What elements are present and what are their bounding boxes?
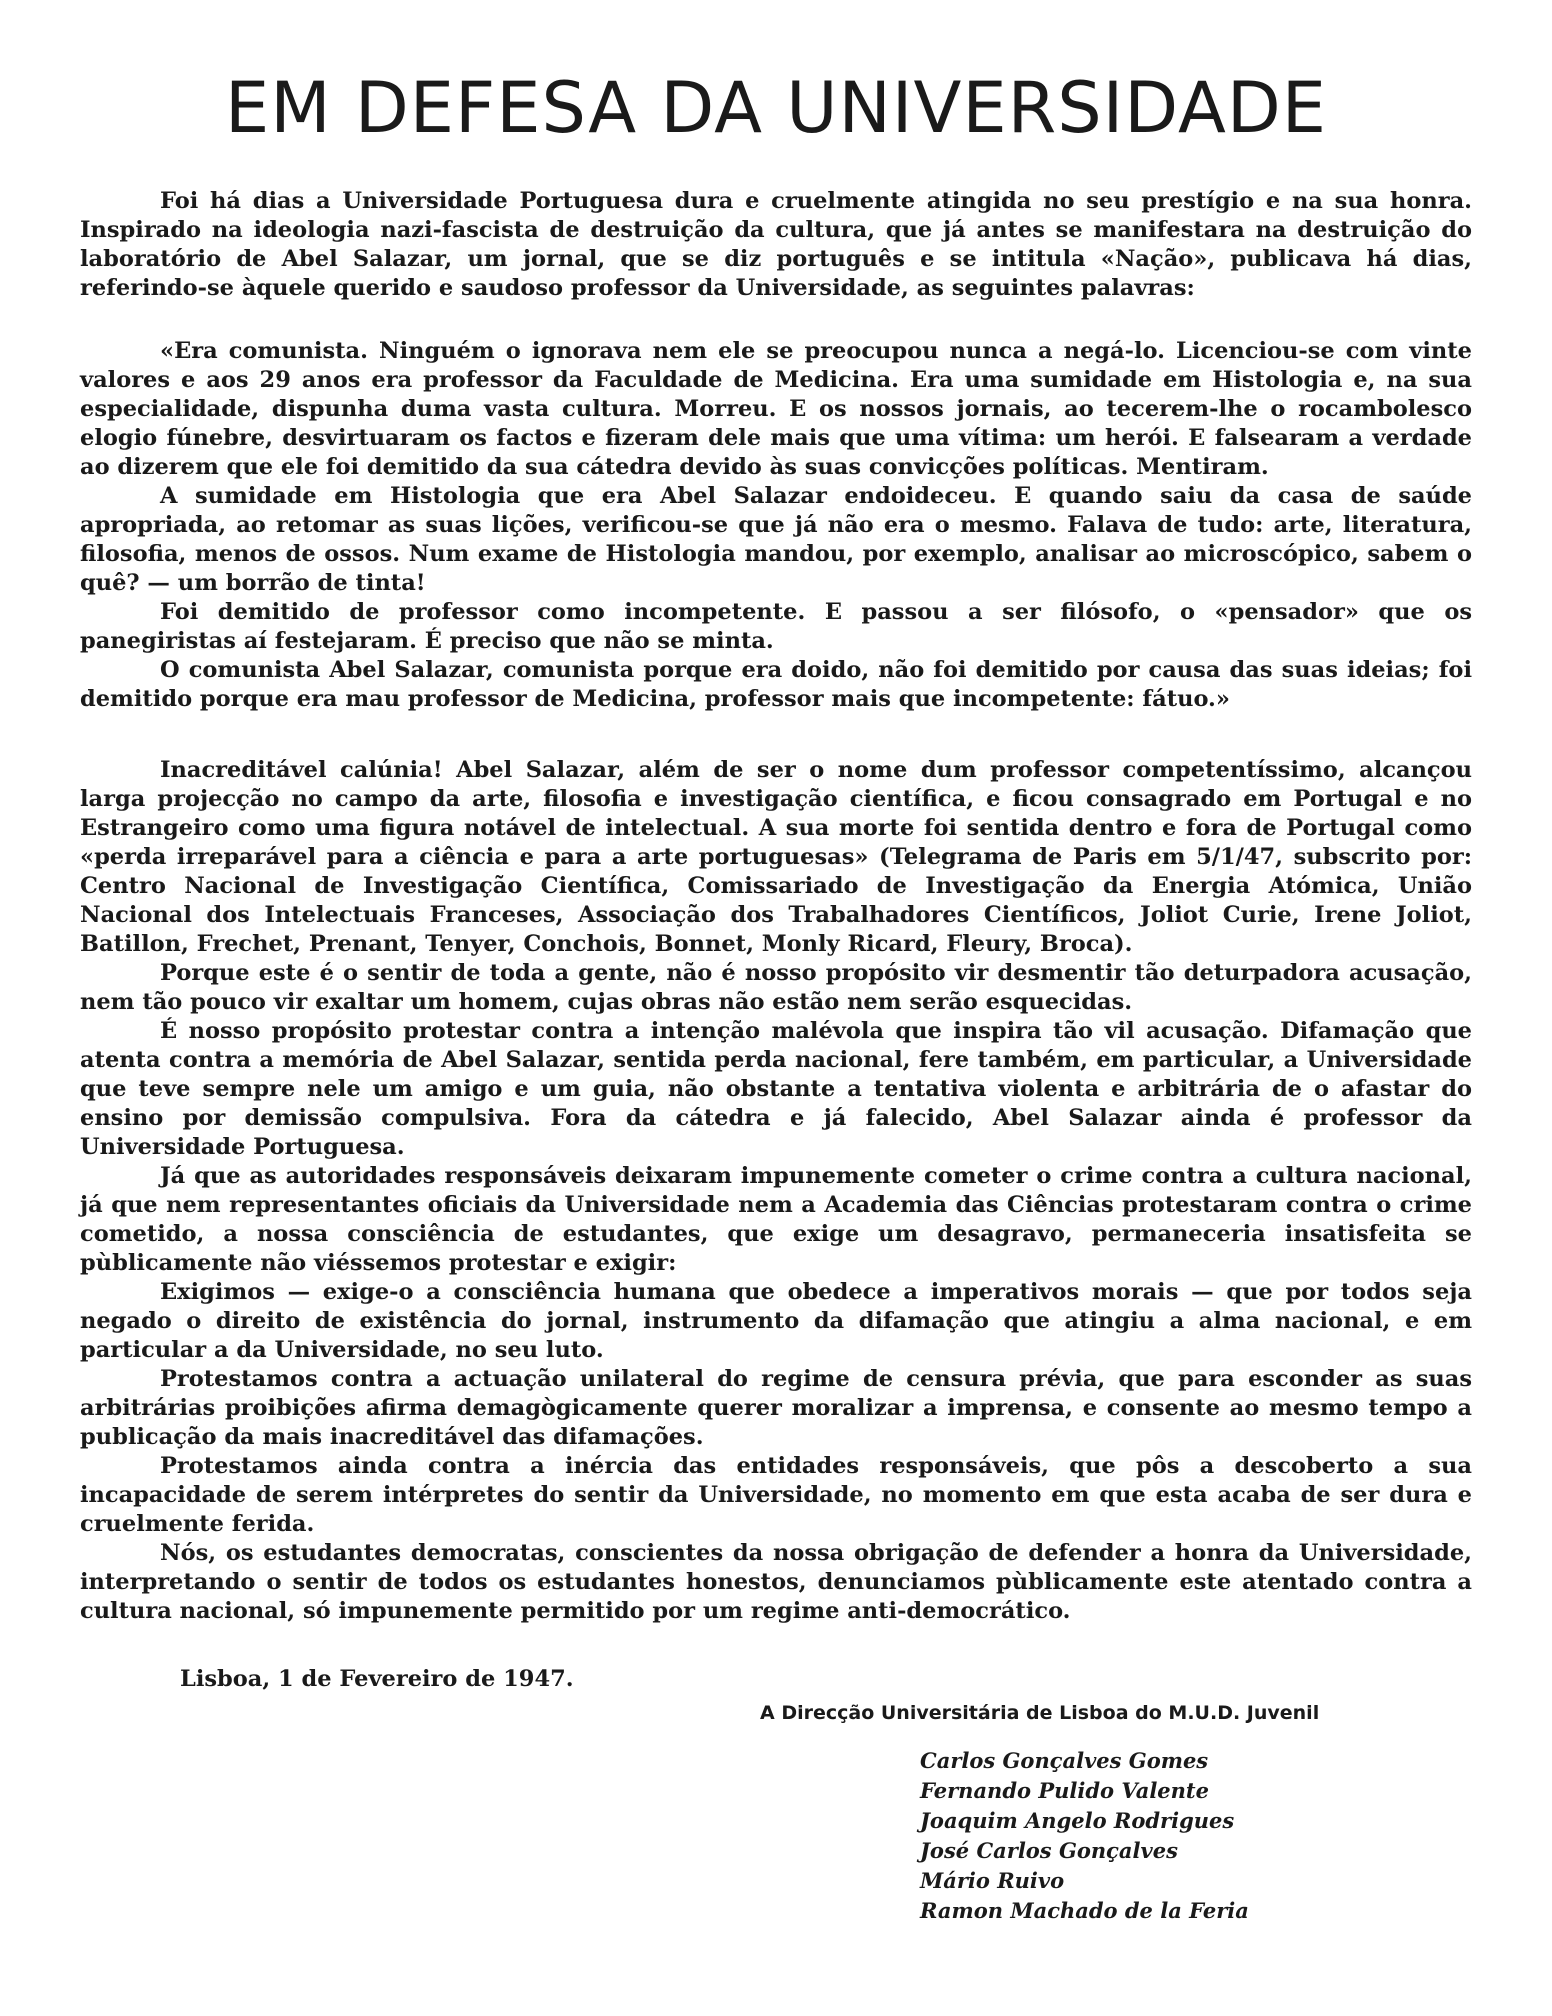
intro-paragraph: Foi há dias a Universidade Portuguesa dura e cruelmente atingida no seu prestígio e na sua honra. Inspirado na ideologia nazi-fascista de destruição da cultura, que já antes se manifestara na destruição do laboratório de Abel Salazar, um jornal, que se diz português e se intitula «Nação», publicava há dias, referindo-se àquele querido e saudoso professor da Universidade, as seguintes palavras: [80,188,1472,301]
quote-paragraph: O comunista Abel Salazar, comunista porque era doido, não foi demitido por causa das suas ideias; foi demitido porque era mau professor de Medicina, professor mais que incompetente: fátuo.» [80,657,1472,712]
document-title: EM DEFESA DA UNIVERSIDADE [225,67,1327,149]
body-paragraph: É nosso propósito protestar contra a intenção malévola que inspira tão vil acusação. Difamação que atenta contra a memória de Abel Salazar, sentida perda nacional, fere também, em particular, a Universidade que teve sempre nele um amigo e um guia, não obstante a tentativa violenta e arbitrária de o afastar do ensino por demissão compulsiva. Fora da cátedra e já falecido, Abel Salazar ainda é professor da Universidade Portuguesa. [80,1018,1472,1160]
signatory-name: Mário Ruivo [920,1868,1065,1893]
body-paragraph: Exigimos — exige-o a consciência humana que obedece a imperativos morais — que por todos seja negado o direito de existência do jornal, instrumento da difamação que atingiu a alma nacional, e em particular a da Universidade, no seu luto. [80,1279,1472,1363]
body-paragraph: Inacreditável calúnia! Abel Salazar, além de ser o nome dum professor competentíssimo, alcançou larga projecção no campo da arte, filosofia e investigação científica, e ficou consagrado em Portugal e no Estrangeiro como uma figura notável de intelectual. A sua morte foi sentida dentro e fora de Portugal como «perda irreparável para a ciência e para a arte portuguesas» (Telegrama de Paris em 5/1/47, subscrito por: Centro Nacional de Investigação Científica, Comissariado de Investigação da Energia Atómica, União Nacional dos Intelectuais Franceses, Associação dos Trabalhadores Científicos, Joliot Curie, Irene Joliot, Batillon, Frechet, Prenant, Tenyer, Conchois, Bonnet, Monly Ricard, Fleury, Broca). [80,757,1472,957]
signatory-name: Joaquim Angelo Rodrigues [920,1808,1235,1833]
body-paragraph: Protestamos ainda contra a inércia das entidades responsáveis, que pôs a descoberto a sua incapacidade de serem intérpretes do sentir da Universidade, no momento em que esta acaba de ser dura e cruelmente ferida. [80,1453,1472,1537]
signatory-name: Carlos Gonçalves Gomes [920,1748,1209,1773]
response-body [80,756,1472,1626]
body-paragraph: Nós, os estudantes democratas, conscientes da nossa obrigação de defender a honra da Universidade, interpretando o sentir de todos os estudantes honestos, denunciamos pùblicamente este atentado contra a cultura nacional, só impunemente permitido por um regime anti-democrático. [80,1540,1472,1624]
signatory-name: José Carlos Gonçalves [920,1838,1178,1863]
place-and-date: Lisboa, 1 de Fevereiro de 1947. [180,1666,574,1692]
signatory-name: Ramon Machado de la Feria [920,1898,1249,1923]
signing-body: A Direcção Universitária de Lisboa do M.U.D. Juvenil [760,1702,1320,1724]
body-paragraph: Protestamos contra a actuação unilateral do regime de censura prévia, que para esconder as suas arbitrárias proibições afirma demagògicamente querer moralizar a imprensa, e consente ao mesmo tempo a publicação da mais inacreditável das difamações. [80,1366,1472,1450]
quote-paragraph: «Era comunista. Ninguém o ignorava nem ele se preocupou nunca a negá-lo. Licenciou-se com vinte valores e aos 29 anos era professor da Faculdade de Medicina. Era uma sumidade em Histologia e, na sua especialidade, dispunha duma vasta cultura. Morreu. E os nossos jornais, ao tecerem-lhe o rocambolesco elogio fúnebre, desvirtuaram os factos e fizeram dele mais que uma vítima: um herói. E falsearam a verdade ao dizerem que ele foi demitido da sua cátedra devido às suas convicções políticas. Mentiram. [80,338,1472,480]
body-paragraph: Já que as autoridades responsáveis deixaram impunemente cometer o crime contra a cultura nacional, já que nem representantes oficiais da Universidade nem a Academia das Ciências protestaram contra o crime cometido, a nossa consciência de estudantes, que exige um desagravo, permaneceria insatisfeita se pùblicamente não viéssemos protestar e exigir: [80,1163,1472,1276]
signatory-list [920,1746,1472,1926]
signatory-name: Fernando Pulido Valente [920,1778,1209,1803]
quote-paragraph: Foi demitido de professor como incompetente. E passou a ser filósofo, o «pensador» que os panegiristas aí festejaram. É preciso que não se minta. [80,599,1472,654]
quoted-passage [80,337,1472,714]
body-paragraph: Porque este é o sentir de toda a gente, não é nosso propósito vir desmentir tão deturpadora acusação, nem tão pouco vir exaltar um homem, cujas obras não estão nem serão esquecidas. [80,960,1472,1015]
quote-paragraph: A sumidade em Histologia que era Abel Salazar endoideceu. E quando saiu da casa de saúde apropriada, ao retomar as suas lições, verificou-se que já não era o mesmo. Falava de tudo: arte, literatura, filosofia, menos de ossos. Num exame de Histologia mandou, por exemplo, analisar ao microscópico, sabem o quê? — um borrão de tinta! [80,483,1472,596]
